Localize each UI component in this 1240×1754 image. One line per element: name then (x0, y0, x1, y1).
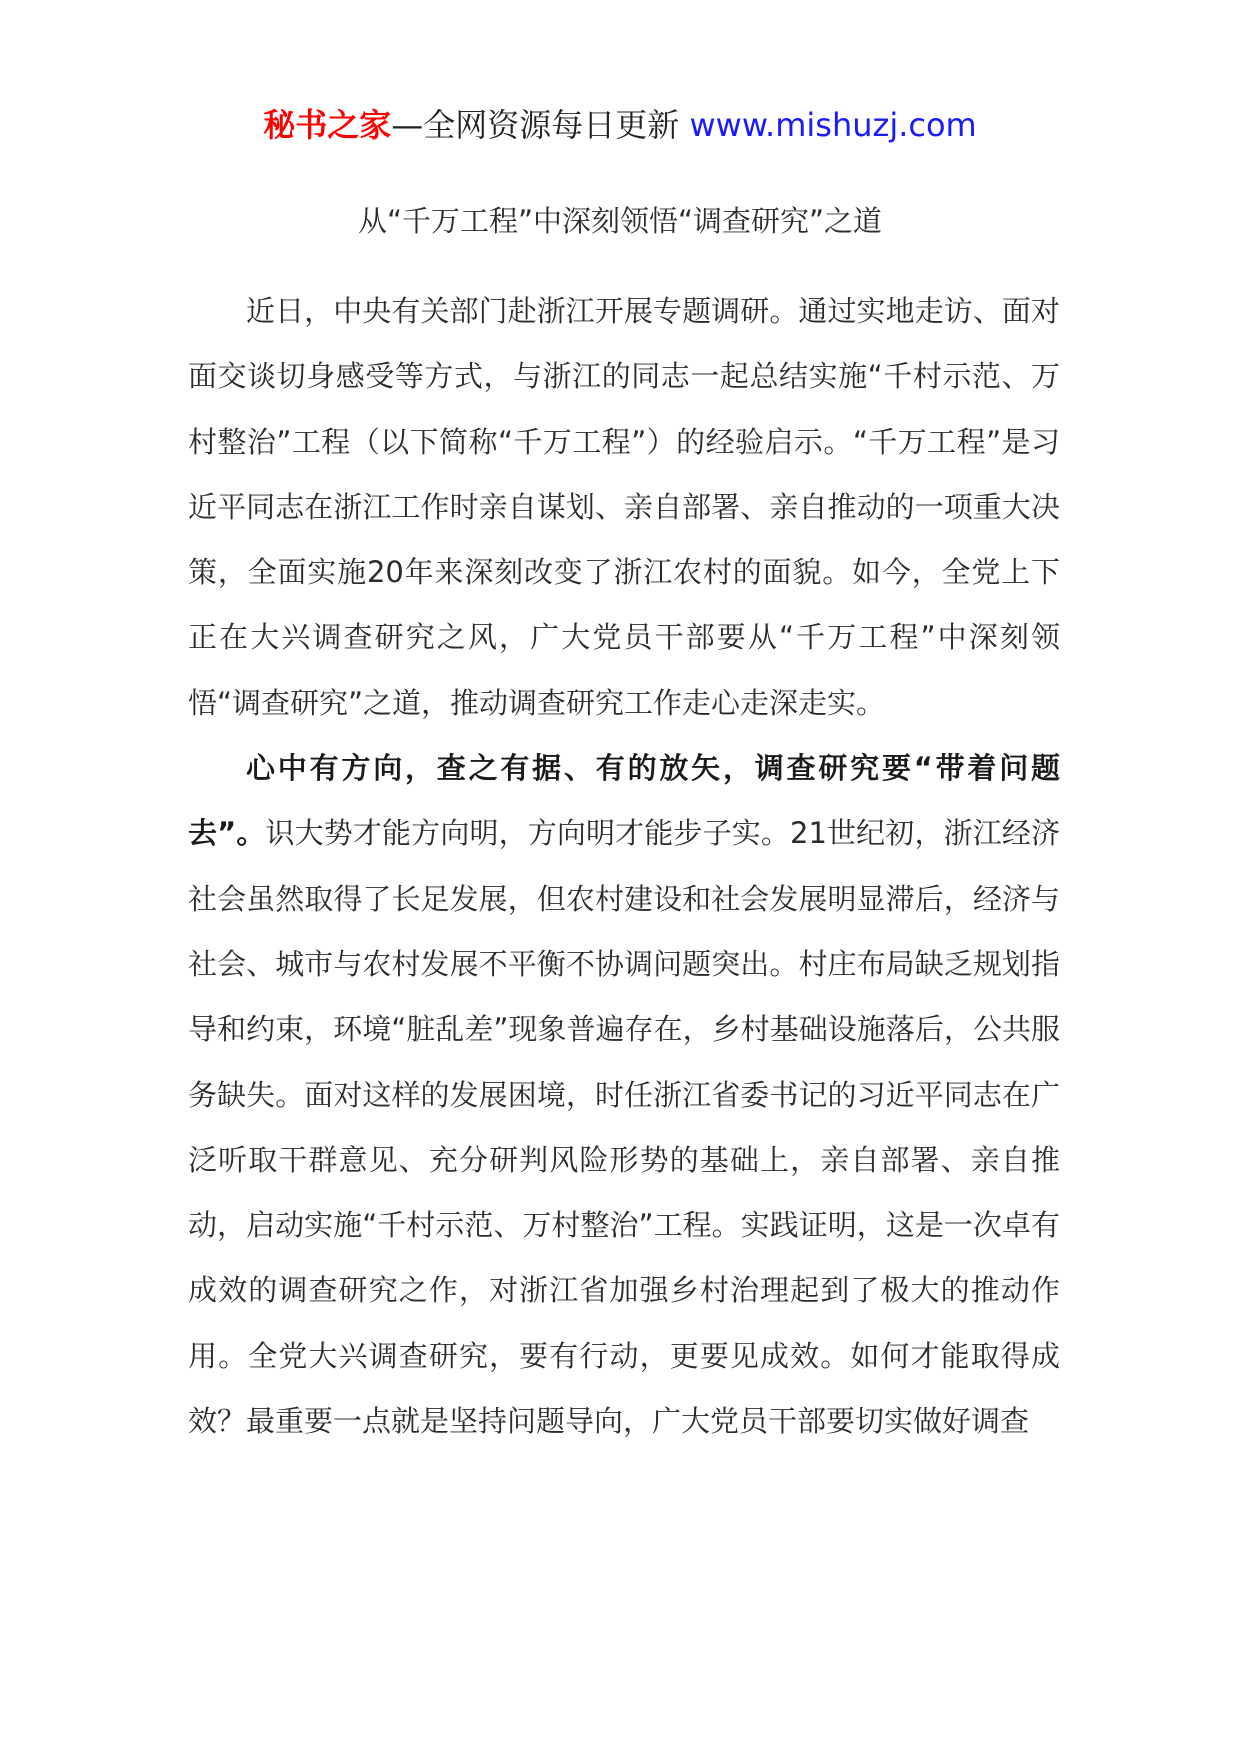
header-slogan: —全网资源每日更新 (391, 106, 690, 144)
site-url-link[interactable]: www.mishuzj.com (689, 106, 977, 144)
paragraph-text: 近日，中央有关部门赴浙江开展专题调研。通过实地走访、面对面交谈切身感受等方式，与浙江的同志一起总结实施“千村示范、万村整治”工程（以下简称“千万工程”）的经验启示。“千万工程”是习近平同志在浙江工作时亲自谋划、亲自部署、亲自推动的一项重大决策，全面实施20年来深刻改变了浙江农村的面貌。如今，全党上下正在大兴调查研究之风，广大党员干部要从“千万工程”中深刻领悟“调查研究”之道，推动调查研究工作走心走深走实。 (188, 294, 1060, 720)
article-title: 从“千万工程”中深刻领悟“调查研究”之道 (357, 204, 883, 238)
paragraph-2 (188, 736, 1060, 1454)
paragraph-1 (188, 279, 1060, 736)
article-body (188, 279, 1060, 1454)
paragraph-text: 识大势才能方向明，方向明才能步子实。21世纪初，浙江经济社会虽然取得了长足发展，但农村建设和社会发展明显滞后，经济与社会、城市与农村发展不平衡不协调问题突出。村庄布局缺乏规划指导和约束，环境“脏乱差”现象普遍存在，乡村基础设施落后，公共服务缺失。面对这样的发展困境，时任浙江省委书记的习近平同志在广泛听取干群意见、充分研判风险形势的基础上，亲自部署、亲自推动，启动实施“千村示范、万村整治”工程。实践证明，这是一次卓有成效的调查研究之作，对浙江省加强乡村治理起到了极大的推动作用。全党大兴调查研究，要有行动，更要见成效。如何才能取得成效？最重要一点就是坚持问题导向，广大党员干部要切实做好调查 (188, 816, 1061, 1439)
brand-name: 秘书之家 (263, 106, 392, 144)
site-header (0, 100, 1240, 150)
paragraph-lead: 心中有方向，查之有据、有的放矢，调查研究要“带着问题去”。 (188, 751, 1060, 851)
